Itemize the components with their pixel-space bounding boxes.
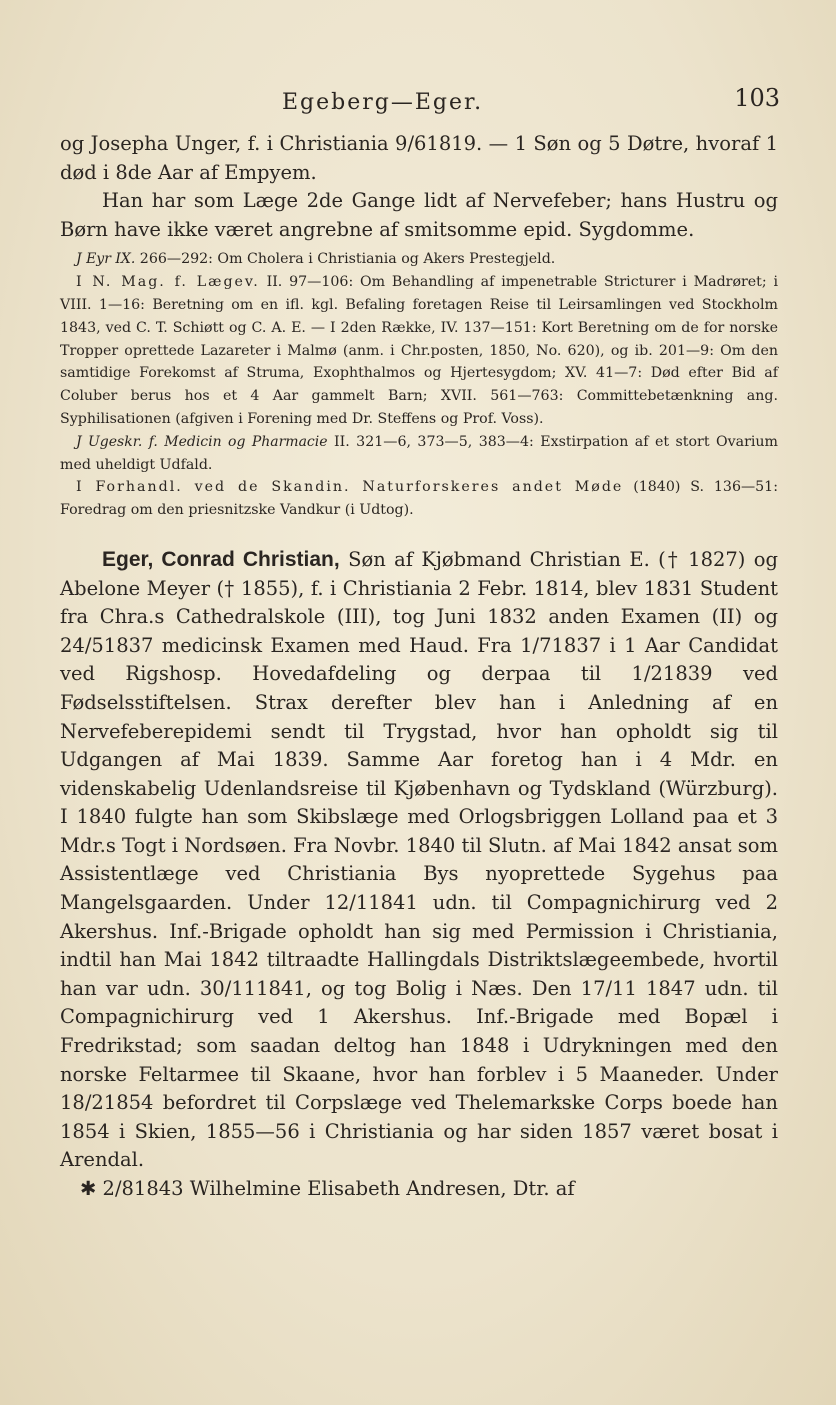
reference-lead: I N. Mag. f. Lægev. bbox=[76, 274, 260, 291]
entry-biography: Søn af Kjøbmand Christian E. († 1827) og Abelone Meyer († 1855), f. i Christiania 2 Febr. 1814, blev 1831 Student fra Chra.s Cathedralskole (III), tog Juni 1832 anden Examen (II) og 24/51837 medicinsk Examen med Haud. Fra 1/71837 i 1 Aar Candidat ved Rigshosp. Hovedafdeling og derpaa til 1/21839 ved Fødselsstiftelsen. Strax derefter blev han i Anledning af en Nervefeberepidemi sendt til Trygstad, hvor han opholdt sig til Udgangen af Mai 1839. Samme Aar foretog han i 4 Mdr. en videnskabelig Udenlandsreise til Kjøbenhavn og Tydskland (Würzburg). I 1840 fulgte han som Skibslæge med Orlogsbriggen Lolland paa et 3 Mdr.s Togt i Nordsøen. Fra Novbr. 1840 til Slutn. af Mai 1842 ansat som Assistentlæge ved Christiania Bys nyoprettede Sygehus paa Mangelsgaarden. Under 12/11841 udn. til Compagnichirurg ved 2 Akershus. Inf.-Brigade opholdt han sig med Permission i Christiania, indtil han Mai 1842 tiltraadte Hallingdals Distriktslægeembede, hvortil han var udn. 30/111841, og tog Bolig i Næs. Den 17/11 1847 udn. til Compagnichirurg ved 1 Akershus. Inf.-Brigade med Bopæl i Fredrikstad; som saadan deltog han 1848 i Udrykningen med den norske Feltarmee til Skaane, hvor han forblev i 5 Maaneder. Under 18/21854 befordret til Corpslæge ved Thelemarkske Corps boede han 1854 i Skien, 1855—56 i Christiania og har siden 1857 været bosat i Arendal. bbox=[60, 547, 779, 1172]
biography-text bbox=[60, 546, 778, 1175]
reference-item bbox=[60, 431, 778, 477]
continued-line-2: Han har som Læge 2de Gange lidt af Nervefeber; hans Hustru og Børn have ikke været angrebne af smitsomme epid. Sygdomme. bbox=[60, 189, 778, 241]
reference-text: (1840) S. 136—51: Foredrag om den priesnitzske Vandkur (i Udtog). bbox=[60, 479, 778, 519]
reference-list bbox=[60, 248, 778, 522]
continued-entry bbox=[60, 130, 778, 244]
biography-entry bbox=[60, 546, 778, 1204]
reference-text: II. 97—106: Om Behandling af impenetrable Stricturer i Madrøret; i VIII. 1—16: Beretning om en ifl. kgl. Befaling foretagen Reise til Leirsamlingen ved Stockholm 1843, ved C. T. Schiøtt og C. A. E. — I 2den Række, IV. 137—151: Kort Beretning om de for norske Tropper oprettede Lazareter i Malmø (anm. i Chr.posten, 1850, No. 620), og ib. 201—9: Om den samtidige Forekomst af Struma, Exophthalmos og Hjertesygdom; XV. 41—7: Død efter Bid af Coluber berus hos et 4 Aar gammelt Barn; XVII. 561—763: Committebetænkning ang. Syphilisationen (afgiven i Forening med Dr. Steffens og Prof. Voss). bbox=[60, 274, 778, 427]
reference-lead: I Forhandl. ved de Skandin. Naturforskeres andet Møde bbox=[76, 479, 624, 496]
reference-item bbox=[60, 476, 778, 522]
reference-lead: J Ugeskr. f. Medicin og Pharmacie bbox=[76, 433, 328, 450]
continued-line-1: og Josepha Unger, f. i Christiania 9/61819. — 1 Søn og 5 Døtre, hvoraf 1 død i 8de Aar af Empyem. bbox=[60, 132, 778, 184]
page-header bbox=[60, 0, 778, 130]
reference-lead: J Eyr IX. bbox=[76, 251, 136, 268]
marriage-line: ✱ 2/81843 Wilhelmine Elisabeth Andresen, Dtr. af bbox=[80, 1177, 575, 1200]
reference-text: 266—292: Om Cholera i Christiania og Akers Prestegjeld. bbox=[139, 251, 556, 268]
reference-item bbox=[60, 271, 778, 431]
running-head: Egeberg—Eger. bbox=[282, 90, 484, 115]
page-number: 103 bbox=[734, 84, 780, 112]
reference-item bbox=[60, 248, 778, 271]
reference-text: II. 321—6, 373—5, 383—4: Exstirpation af et stort Ovarium med uheldigt Udfald. bbox=[60, 433, 778, 473]
entry-name: Eger, Conrad Christian, bbox=[102, 547, 340, 571]
